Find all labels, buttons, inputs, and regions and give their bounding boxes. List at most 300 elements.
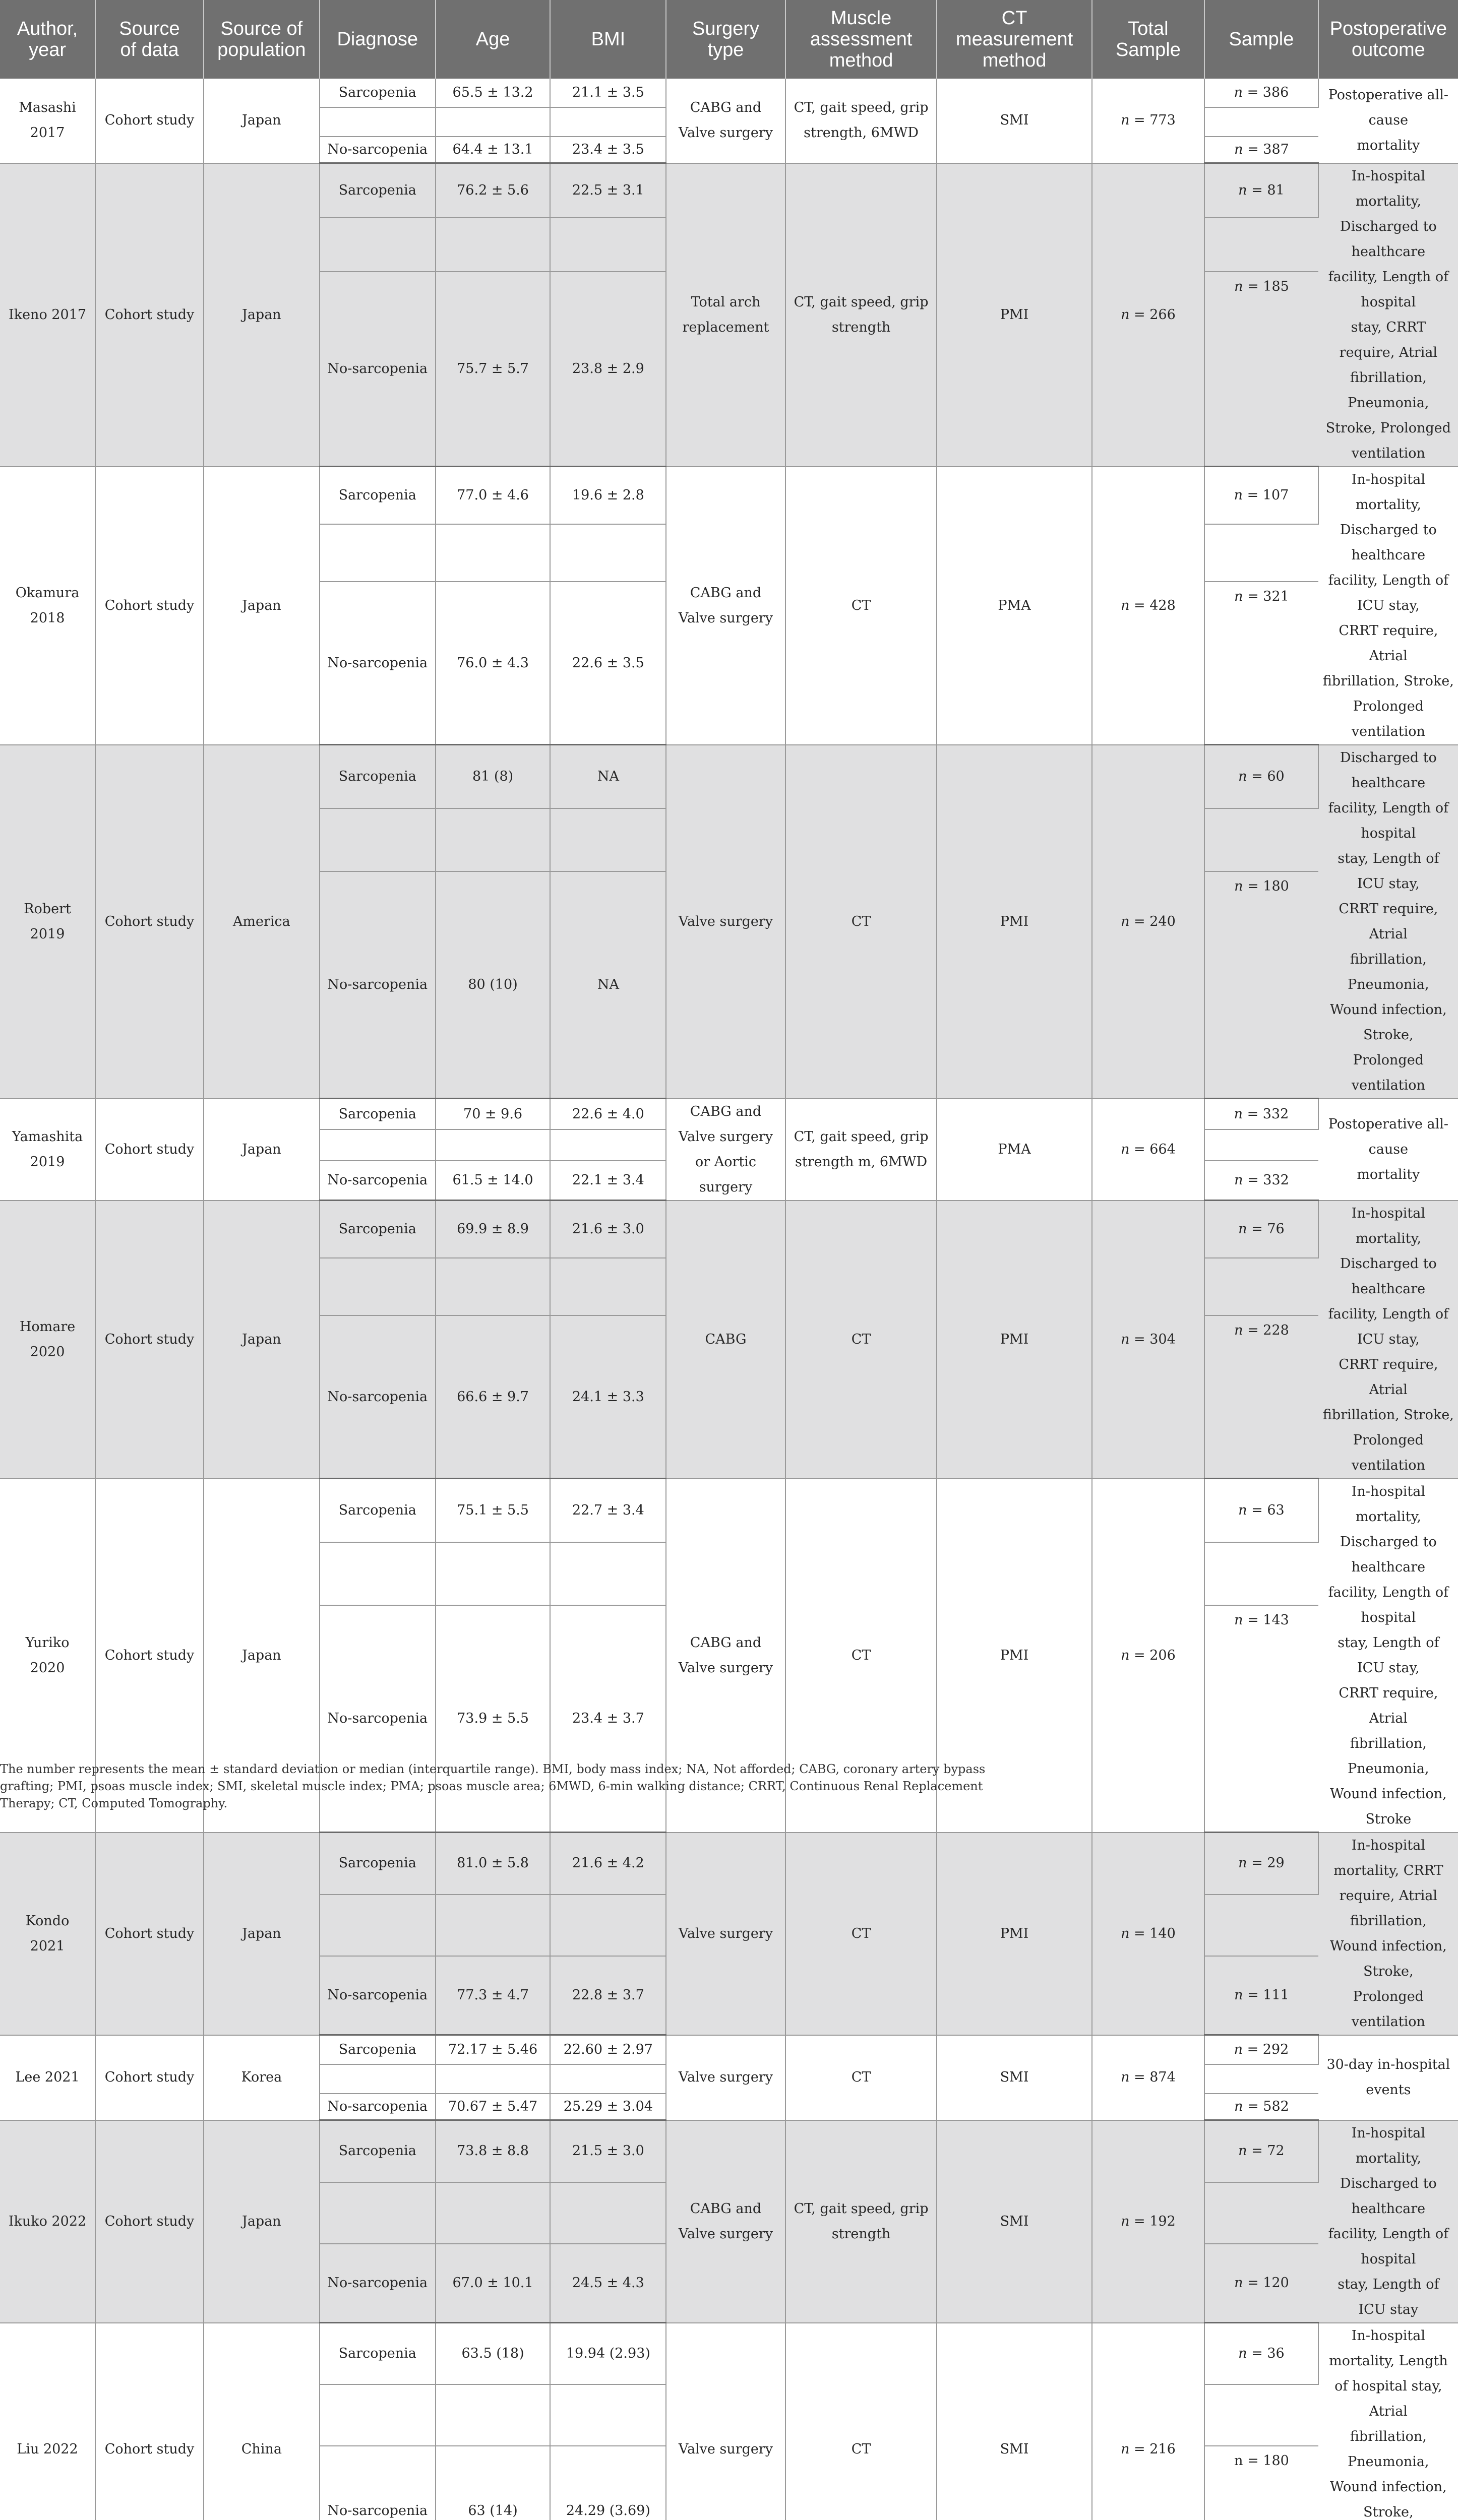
muscle-assessment-cell: CT, gait speed, grip strength m, 6MWD xyxy=(785,1099,937,1201)
source-of-data-cell: Cohort study xyxy=(95,1201,204,1479)
population-cell: Japan xyxy=(204,1201,320,1479)
source-of-data-cell: Cohort study xyxy=(95,1833,204,2035)
author-year-cell: Lee 2021 xyxy=(0,2035,95,2120)
sample-sarcopenia-cell xyxy=(1204,2323,1318,2385)
n-symbol: n xyxy=(1234,2042,1243,2057)
total-value: = 140 xyxy=(1129,1926,1175,1941)
n-value: = 332 xyxy=(1243,1106,1289,1122)
bmi-no-sarcopenia-cell: NA xyxy=(550,871,666,1098)
diagnose-sarcopenia-cell: Sarcopenia xyxy=(320,1201,436,1258)
n-value: = 180 xyxy=(1243,878,1289,894)
bmi-no-sarcopenia-cell: 24.5 ± 4.3 xyxy=(550,2244,666,2323)
sample-blank-cell xyxy=(1204,218,1318,272)
n-symbol: n xyxy=(1121,2214,1129,2229)
sample-blank-cell xyxy=(1204,1542,1318,1605)
total-sample-cell xyxy=(1092,2120,1204,2323)
sample-blank-cell xyxy=(1204,107,1318,137)
age-blank-cell xyxy=(436,524,551,582)
postoperative-outcome-cell: In-hospital mortality, Discharged to healthcare facility, Length of hospital stay, Length of ICU stay xyxy=(1318,2120,1458,2323)
population-cell: China xyxy=(204,2323,320,2520)
n-symbol: n xyxy=(1121,1142,1129,1157)
muscle-assessment-cell: CT, gait speed, grip strength xyxy=(785,163,937,467)
total-value: = 428 xyxy=(1129,598,1175,613)
header-age: Age xyxy=(436,0,551,79)
n-symbol: n xyxy=(1121,1332,1129,1347)
sample-no-sarcopenia-cell xyxy=(1204,1956,1318,2035)
n-value: = 120 xyxy=(1243,2275,1289,2291)
ct-measurement-cell: PMA xyxy=(937,467,1091,745)
author-year-cell: Robert 2019 xyxy=(0,745,95,1099)
study-group xyxy=(0,2323,1458,2520)
bmi-no-sarcopenia-cell: 22.8 ± 3.7 xyxy=(550,1956,666,2035)
header-sample: Sample xyxy=(1204,0,1318,79)
total-sample-cell xyxy=(1092,79,1204,163)
study-group xyxy=(0,1833,1458,2035)
diagnose-blank-cell xyxy=(320,2064,436,2094)
diagnose-no-sarcopenia-cell: No-sarcopenia xyxy=(320,137,436,163)
header-total-sample: Total Sample xyxy=(1092,0,1204,79)
surgery-type-cell: CABG and Valve surgery or Aortic surgery xyxy=(666,1099,785,1201)
total-sample-cell xyxy=(1092,2035,1204,2120)
n-value: = 36 xyxy=(1247,2346,1285,2361)
diagnose-blank-cell xyxy=(320,1258,436,1315)
bmi-sarcopenia-cell: 21.6 ± 3.0 xyxy=(550,1201,666,1258)
age-blank-cell xyxy=(436,2064,551,2094)
sample-sarcopenia-cell xyxy=(1204,1833,1318,1895)
sample-blank-cell xyxy=(1204,1895,1318,1956)
total-sample-cell xyxy=(1092,1479,1204,1833)
bmi-sarcopenia-cell: 22.5 ± 3.1 xyxy=(550,163,666,218)
study-group xyxy=(0,467,1458,745)
diagnose-no-sarcopenia-cell: No-sarcopenia xyxy=(320,2446,436,2520)
ct-measurement-cell: PMI xyxy=(937,1201,1091,1479)
study-group xyxy=(0,2120,1458,2323)
diagnose-no-sarcopenia-cell: No-sarcopenia xyxy=(320,1956,436,2035)
total-value: = 664 xyxy=(1129,1142,1175,1157)
source-of-data-cell: Cohort study xyxy=(95,745,204,1099)
age-sarcopenia-cell: 77.0 ± 4.6 xyxy=(436,467,551,525)
muscle-assessment-cell: CT xyxy=(785,1479,937,1833)
age-sarcopenia-cell: 73.8 ± 8.8 xyxy=(436,2120,551,2182)
table-row xyxy=(0,2035,1458,2065)
n-value: = 143 xyxy=(1243,1612,1289,1628)
diagnose-no-sarcopenia-cell: No-sarcopenia xyxy=(320,1161,436,1201)
n-value: = 107 xyxy=(1243,487,1289,503)
table-row xyxy=(0,163,1458,218)
n-symbol: n xyxy=(1234,2275,1243,2291)
bmi-sarcopenia-cell: 19.6 ± 2.8 xyxy=(550,467,666,525)
bmi-sarcopenia-cell: 21.5 ± 3.0 xyxy=(550,2120,666,2182)
sample-no-sarcopenia-cell xyxy=(1204,137,1318,163)
source-of-data-cell: Cohort study xyxy=(95,2035,204,2120)
age-sarcopenia-cell: 81.0 ± 5.8 xyxy=(436,1833,551,1895)
author-year-cell: Okamura 2018 xyxy=(0,467,95,745)
population-cell: Japan xyxy=(204,467,320,745)
age-no-sarcopenia-cell: 66.6 ± 9.7 xyxy=(436,1315,551,1478)
total-value: = 216 xyxy=(1129,2441,1175,2457)
table-row xyxy=(0,467,1458,525)
n-value: = 332 xyxy=(1243,1172,1289,1188)
source-of-data-cell: Cohort study xyxy=(95,2323,204,2520)
author-year-cell: Masashi 2017 xyxy=(0,79,95,163)
age-no-sarcopenia-cell: 76.0 ± 4.3 xyxy=(436,582,551,744)
diagnose-no-sarcopenia-cell: No-sarcopenia xyxy=(320,871,436,1098)
bmi-sarcopenia-cell: 22.7 ± 3.4 xyxy=(550,1479,666,1542)
bmi-no-sarcopenia-cell: 25.29 ± 3.04 xyxy=(550,2094,666,2120)
n-symbol: n xyxy=(1234,85,1243,100)
study-group xyxy=(0,2035,1458,2120)
study-group xyxy=(0,163,1458,467)
n-symbol: n xyxy=(1234,2099,1243,2114)
ct-measurement-cell: SMI xyxy=(937,2323,1091,2520)
n-symbol: n xyxy=(1234,589,1243,604)
study-group xyxy=(0,745,1458,1099)
sample-sarcopenia-cell xyxy=(1204,745,1318,808)
header-muscle-assessment: Muscle assessment method xyxy=(785,0,937,79)
sample-blank-cell xyxy=(1204,2384,1318,2446)
postoperative-outcome-cell: Postoperative all-cause mortality xyxy=(1318,1099,1458,1201)
n-value: = 582 xyxy=(1243,2099,1289,2114)
sample-no-sarcopenia-cell xyxy=(1204,272,1318,466)
sample-no-sarcopenia-cell xyxy=(1204,1161,1318,1201)
n-value: = 111 xyxy=(1243,1987,1289,2003)
table-row xyxy=(0,1099,1458,1130)
n-symbol: n xyxy=(1234,1987,1243,2003)
table-row xyxy=(0,1479,1458,1542)
diagnose-sarcopenia-cell: Sarcopenia xyxy=(320,2323,436,2385)
age-no-sarcopenia-cell: 73.9 ± 5.5 xyxy=(436,1605,551,1832)
bmi-sarcopenia-cell: 19.94 (2.93) xyxy=(550,2323,666,2385)
diagnose-blank-cell xyxy=(320,218,436,272)
population-cell: Japan xyxy=(204,2120,320,2323)
diagnose-no-sarcopenia-cell: No-sarcopenia xyxy=(320,272,436,466)
diagnose-sarcopenia-cell: Sarcopenia xyxy=(320,467,436,525)
postoperative-outcome-cell: In-hospital mortality, Discharged to healthcare facility, Length of hospital stay, Length of ICU stay, CRRT require, Atrial fibrillation, Pneumonia, Wound infection, Stroke xyxy=(1318,1479,1458,1833)
n-value: = 387 xyxy=(1243,142,1289,157)
bmi-no-sarcopenia-cell: 22.6 ± 3.5 xyxy=(550,582,666,744)
table-row xyxy=(0,745,1458,808)
muscle-assessment-cell: CT xyxy=(785,2323,937,2520)
table-row xyxy=(0,1201,1458,1258)
age-no-sarcopenia-cell: 77.3 ± 4.7 xyxy=(436,1956,551,2035)
n-symbol: n xyxy=(1234,279,1243,294)
n-value: n = 180 xyxy=(1234,2453,1289,2469)
bmi-sarcopenia-cell: 21.1 ± 3.5 xyxy=(550,79,666,107)
bmi-blank-cell xyxy=(550,1129,666,1160)
bmi-no-sarcopenia-cell: 23.8 ± 2.9 xyxy=(550,272,666,466)
surgery-type-cell: Valve surgery xyxy=(666,745,785,1099)
total-value: = 192 xyxy=(1129,2214,1175,2229)
surgery-type-cell: Total arch replacement xyxy=(666,163,785,467)
sample-blank-cell xyxy=(1204,2064,1318,2094)
table-row xyxy=(0,2323,1458,2385)
sample-blank-cell xyxy=(1204,1258,1318,1315)
n-symbol: n xyxy=(1121,112,1129,128)
age-sarcopenia-cell: 70 ± 9.6 xyxy=(436,1099,551,1130)
author-year-cell: Ikuko 2022 xyxy=(0,2120,95,2323)
n-symbol: n xyxy=(1121,2069,1129,2085)
age-no-sarcopenia-cell: 63 (14) xyxy=(436,2446,551,2520)
age-blank-cell xyxy=(436,2182,551,2244)
postoperative-outcome-cell: In-hospital mortality, CRRT require, Atrial fibrillation, Wound infection, Stroke, Prolonged ventilation xyxy=(1318,1833,1458,2035)
n-symbol: n xyxy=(1238,1221,1247,1237)
bmi-blank-cell xyxy=(550,524,666,582)
age-blank-cell xyxy=(436,1258,551,1315)
n-symbol: n xyxy=(1234,1172,1243,1188)
n-symbol: n xyxy=(1238,769,1247,784)
ct-measurement-cell: PMI xyxy=(937,163,1091,467)
sample-no-sarcopenia-cell xyxy=(1204,2094,1318,2120)
source-of-data-cell: Cohort study xyxy=(95,79,204,163)
bmi-blank-cell xyxy=(550,218,666,272)
postoperative-outcome-cell: In-hospital mortality, Length of hospital stay, Atrial fibrillation, Pneumonia, Wound infection, Stroke, xyxy=(1318,2323,1458,2520)
diagnose-sarcopenia-cell: Sarcopenia xyxy=(320,1833,436,1895)
n-value: = 29 xyxy=(1247,1855,1285,1871)
table-row xyxy=(0,79,1458,107)
bmi-sarcopenia-cell: 22.60 ± 2.97 xyxy=(550,2035,666,2065)
n-value: = 185 xyxy=(1243,279,1289,294)
total-sample-cell xyxy=(1092,745,1204,1099)
diagnose-no-sarcopenia-cell: No-sarcopenia xyxy=(320,2244,436,2323)
muscle-assessment-cell: CT xyxy=(785,467,937,745)
postoperative-outcome-cell: Postoperative all-cause mortality xyxy=(1318,79,1458,163)
total-value: = 874 xyxy=(1129,2069,1175,2085)
sample-no-sarcopenia-cell xyxy=(1204,582,1318,744)
surgery-type-cell: CABG and Valve surgery xyxy=(666,2120,785,2323)
diagnose-no-sarcopenia-cell: No-sarcopenia xyxy=(320,1605,436,1832)
bmi-blank-cell xyxy=(550,2064,666,2094)
bmi-sarcopenia-cell: 21.6 ± 4.2 xyxy=(550,1833,666,1895)
age-sarcopenia-cell: 72.17 ± 5.46 xyxy=(436,2035,551,2065)
total-sample-cell xyxy=(1092,1201,1204,1479)
source-of-data-cell: Cohort study xyxy=(95,467,204,745)
source-of-data-cell: Cohort study xyxy=(95,163,204,467)
total-sample-cell xyxy=(1092,163,1204,467)
bmi-no-sarcopenia-cell: 24.1 ± 3.3 xyxy=(550,1315,666,1478)
diagnose-sarcopenia-cell: Sarcopenia xyxy=(320,163,436,218)
header-surgery-type: Surgery type xyxy=(666,0,785,79)
n-symbol: n xyxy=(1121,1648,1129,1663)
n-symbol: n xyxy=(1234,878,1243,894)
n-value: = 81 xyxy=(1247,182,1285,198)
total-value: = 773 xyxy=(1129,112,1175,128)
n-value: = 60 xyxy=(1247,769,1285,784)
author-year-cell: Yuriko 2020 xyxy=(0,1479,95,1833)
bmi-no-sarcopenia-cell: 24.29 (3.69) xyxy=(550,2446,666,2520)
bmi-blank-cell xyxy=(550,107,666,137)
n-symbol: n xyxy=(1238,2346,1247,2361)
postoperative-outcome-cell: In-hospital mortality, Discharged to healthcare facility, Length of hospital stay, CRRT require, Atrial fibrillation, Pneumonia, Stroke, Prolonged ventilation xyxy=(1318,163,1458,467)
n-symbol: n xyxy=(1238,1855,1247,1871)
diagnose-sarcopenia-cell: Sarcopenia xyxy=(320,1479,436,1542)
table-header xyxy=(0,0,1458,79)
diagnose-blank-cell xyxy=(320,808,436,871)
n-symbol: n xyxy=(1234,487,1243,503)
total-value: = 266 xyxy=(1129,307,1175,323)
sample-no-sarcopenia-cell xyxy=(1204,871,1318,1098)
age-blank-cell xyxy=(436,808,551,871)
sample-no-sarcopenia-cell xyxy=(1204,1605,1318,1832)
total-value: = 304 xyxy=(1129,1332,1175,1347)
age-no-sarcopenia-cell: 61.5 ± 14.0 xyxy=(436,1161,551,1201)
diagnose-blank-cell xyxy=(320,1542,436,1605)
n-symbol: n xyxy=(1234,1322,1243,1338)
muscle-assessment-cell: CT xyxy=(785,2035,937,2120)
diagnose-sarcopenia-cell: Sarcopenia xyxy=(320,1099,436,1130)
diagnose-blank-cell xyxy=(320,107,436,137)
ct-measurement-cell: SMI xyxy=(937,79,1091,163)
header-ct-measurement: CT measurement method xyxy=(937,0,1091,79)
population-cell: Japan xyxy=(204,1099,320,1201)
age-sarcopenia-cell: 65.5 ± 13.2 xyxy=(436,79,551,107)
study-group xyxy=(0,1099,1458,1201)
diagnose-sarcopenia-cell: Sarcopenia xyxy=(320,79,436,107)
header-source-of-population: Source of population xyxy=(204,0,320,79)
muscle-assessment-cell: CT, gait speed, grip strength xyxy=(785,2120,937,2323)
n-symbol: n xyxy=(1234,142,1243,157)
bmi-sarcopenia-cell: NA xyxy=(550,745,666,808)
muscle-assessment-cell: CT xyxy=(785,1833,937,2035)
age-no-sarcopenia-cell: 80 (10) xyxy=(436,871,551,1098)
n-value: = 321 xyxy=(1243,589,1289,604)
bmi-blank-cell xyxy=(550,1895,666,1956)
header-postoperative-outcome: Postoperative outcome xyxy=(1318,0,1458,79)
sample-blank-cell xyxy=(1204,808,1318,871)
author-year-cell: Ikeno 2017 xyxy=(0,163,95,467)
header-diagnose: Diagnose xyxy=(320,0,436,79)
n-value: = 76 xyxy=(1247,1221,1285,1237)
n-symbol: n xyxy=(1238,182,1247,198)
n-value: = 292 xyxy=(1243,2042,1289,2057)
source-of-data-cell: Cohort study xyxy=(95,1099,204,1201)
table-row xyxy=(0,2120,1458,2182)
age-blank-cell xyxy=(436,1895,551,1956)
total-sample-cell xyxy=(1092,1833,1204,2035)
sample-sarcopenia-cell xyxy=(1204,1201,1318,1258)
n-symbol: n xyxy=(1121,2441,1129,2457)
header-bmi: BMI xyxy=(550,0,666,79)
sample-sarcopenia-cell xyxy=(1204,1099,1318,1130)
table-row xyxy=(0,1833,1458,1895)
surgery-type-cell: Valve surgery xyxy=(666,1833,785,2035)
age-blank-cell xyxy=(436,2384,551,2446)
surgery-type-cell: CABG and Valve surgery xyxy=(666,1479,785,1833)
age-sarcopenia-cell: 69.9 ± 8.9 xyxy=(436,1201,551,1258)
age-sarcopenia-cell: 81 (8) xyxy=(436,745,551,808)
age-blank-cell xyxy=(436,218,551,272)
muscle-assessment-cell: CT xyxy=(785,745,937,1099)
total-sample-cell xyxy=(1092,1099,1204,1201)
ct-measurement-cell: SMI xyxy=(937,2035,1091,2120)
n-symbol: n xyxy=(1238,1502,1247,1518)
surgery-type-cell: CABG and Valve surgery xyxy=(666,79,785,163)
ct-measurement-cell: PMA xyxy=(937,1099,1091,1201)
age-no-sarcopenia-cell: 64.4 ± 13.1 xyxy=(436,137,551,163)
author-year-cell: Yamashita 2019 xyxy=(0,1099,95,1201)
n-value: = 72 xyxy=(1247,2143,1285,2159)
ct-measurement-cell: SMI xyxy=(937,2120,1091,2323)
author-year-cell: Homare 2020 xyxy=(0,1201,95,1479)
study-group xyxy=(0,1201,1458,1479)
diagnose-no-sarcopenia-cell: No-sarcopenia xyxy=(320,582,436,744)
n-value: = 386 xyxy=(1243,85,1289,100)
diagnose-blank-cell xyxy=(320,2384,436,2446)
sample-blank-cell xyxy=(1204,1129,1318,1160)
surgery-type-cell: Valve surgery xyxy=(666,2323,785,2520)
bmi-sarcopenia-cell: 22.6 ± 4.0 xyxy=(550,1099,666,1130)
author-year-cell: Liu 2022 xyxy=(0,2323,95,2520)
population-cell: America xyxy=(204,745,320,1099)
sample-blank-cell xyxy=(1204,524,1318,582)
bmi-blank-cell xyxy=(550,1258,666,1315)
bmi-blank-cell xyxy=(550,808,666,871)
n-symbol: n xyxy=(1121,307,1129,323)
population-cell: Japan xyxy=(204,1479,320,1833)
source-of-data-cell: Cohort study xyxy=(95,2120,204,2323)
ct-measurement-cell: PMI xyxy=(937,1479,1091,1833)
postoperative-outcome-cell: Discharged to healthcare facility, Length of hospital stay, Length of ICU stay, CRRT require, Atrial fibrillation, Pneumonia, Wound infection, Stroke, Prolonged ventilation xyxy=(1318,745,1458,1099)
n-value: = 63 xyxy=(1247,1502,1285,1518)
sample-sarcopenia-cell xyxy=(1204,467,1318,525)
muscle-assessment-cell: CT xyxy=(785,1201,937,1479)
n-symbol: n xyxy=(1121,914,1129,929)
muscle-assessment-cell: CT, gait speed, grip strength, 6MWD xyxy=(785,79,937,163)
age-no-sarcopenia-cell: 70.67 ± 5.47 xyxy=(436,2094,551,2120)
ct-measurement-cell: PMI xyxy=(937,745,1091,1099)
total-value: = 240 xyxy=(1129,914,1175,929)
bmi-no-sarcopenia-cell: 22.1 ± 3.4 xyxy=(550,1161,666,1201)
diagnose-no-sarcopenia-cell: No-sarcopenia xyxy=(320,2094,436,2120)
sample-sarcopenia-cell xyxy=(1204,2035,1318,2065)
population-cell: Japan xyxy=(204,1833,320,2035)
diagnose-blank-cell xyxy=(320,1895,436,1956)
population-cell: Korea xyxy=(204,2035,320,2120)
age-no-sarcopenia-cell: 75.7 ± 5.7 xyxy=(436,272,551,466)
bmi-no-sarcopenia-cell: 23.4 ± 3.5 xyxy=(550,137,666,163)
age-blank-cell xyxy=(436,107,551,137)
postoperative-outcome-cell: In-hospital mortality, Discharged to healthcare facility, Length of ICU stay, CRRT require, Atrial fibrillation, Stroke, Prolonged ventilation xyxy=(1318,1201,1458,1479)
population-cell: Japan xyxy=(204,163,320,467)
age-sarcopenia-cell: 75.1 ± 5.5 xyxy=(436,1479,551,1542)
sample-sarcopenia-cell xyxy=(1204,2120,1318,2182)
bmi-no-sarcopenia-cell: 23.4 ± 3.7 xyxy=(550,1605,666,1832)
n-value: = 228 xyxy=(1243,1322,1289,1338)
population-cell: Japan xyxy=(204,79,320,163)
table-footnote: The number represents the mean ± standard deviation or median (interquartile range). BMI, body mass index; NA, Not afforded; CABG, coronary artery bypass grafting; PMI, psoas muscle index; SMI, skeletal muscle index; PMA; psoas muscle area; 6MWD, 6-min walking distance; CRRT, Continuous Renal Replacement Therapy; CT, Computed Tomography. xyxy=(0,1760,1039,1812)
postoperative-outcome-cell: In-hospital mortality, Discharged to healthcare facility, Length of ICU stay, CRRT require, Atrial fibrillation, Stroke, Prolonged ventilation xyxy=(1318,467,1458,745)
sample-no-sarcopenia-cell xyxy=(1204,2244,1318,2323)
total-sample-cell xyxy=(1092,2323,1204,2520)
age-blank-cell xyxy=(436,1129,551,1160)
diagnose-blank-cell xyxy=(320,524,436,582)
age-no-sarcopenia-cell: 67.0 ± 10.1 xyxy=(436,2244,551,2323)
age-blank-cell xyxy=(436,1542,551,1605)
ct-measurement-cell: PMI xyxy=(937,1833,1091,2035)
header-source-of-data: Source of data xyxy=(95,0,204,79)
surgery-type-cell: Valve surgery xyxy=(666,2035,785,2120)
n-symbol: n xyxy=(1234,1612,1243,1628)
surgery-type-cell: CABG xyxy=(666,1201,785,1479)
n-symbol: n xyxy=(1238,2143,1247,2159)
n-symbol: n xyxy=(1121,1926,1129,1941)
study-group xyxy=(0,79,1458,163)
bmi-blank-cell xyxy=(550,2182,666,2244)
diagnose-sarcopenia-cell: Sarcopenia xyxy=(320,2035,436,2065)
surgery-type-cell: CABG and Valve surgery xyxy=(666,467,785,745)
age-sarcopenia-cell: 63.5 (18) xyxy=(436,2323,551,2385)
source-of-data-cell: Cohort study xyxy=(95,1479,204,1833)
sample-no-sarcopenia-cell xyxy=(1204,1315,1318,1478)
